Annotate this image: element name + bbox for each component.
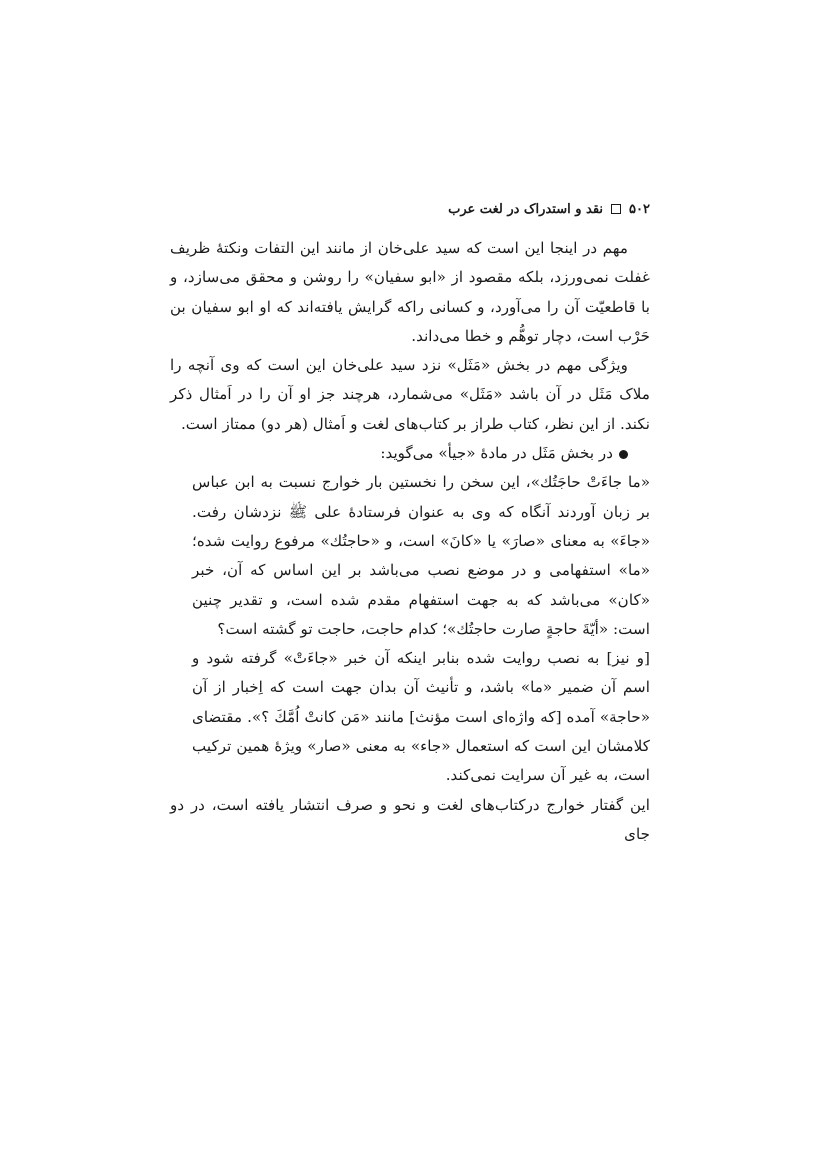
paragraph-2: ویژگی مهم در بخش «مَثَل» نزد سید علی‌خان این است که وی آنچه را ملاک مَثَل در آن باشد «مَثَل» می‌شمارد، هرچند جز او آن را در اَمثال ذکر نکند. از این نظر، کتاب طراز بر کتاب‌های لغت و اَمثال (هر دو) ممتاز است. [170, 356, 650, 433]
closing-paragraph: این گفتار خوارج درکتاب‌های لغت و نحو و صرف انتشار یافته است، در دو جای [170, 795, 650, 843]
quote-paragraph-1: «ما جاءَتْ حاجَتُك»، این سخن را نخستین بار خوارج نسبت به ابن عباس بر زبان آوردند آنگاه که وی به عنوان فرستادهٔ علی ﷺ نزدشان رفت. «جاءَ» به معنای «صارَ» یا «کانَ» است، و «حاجتُك» مرفوع روایت شده؛ «ما» استفهامی و در موضع نصب می‌باشد بر این اساس که آن، خبر «کان» می‌باشد که به جهت استفهام مقدم شده است، و تقدیر چنین است: «أیّةَ حاجةٍ صارت حاجتُك»؛ کدام حاجت، حاجت تو گشته است؟ [192, 473, 650, 638]
bullet-text: در بخش مَثَل در مادهٔ «جیأ» می‌گوید: [380, 444, 613, 463]
page-number: ۵۰۲ [629, 201, 650, 217]
running-header [170, 197, 650, 221]
paragraph-1: مهم در اینجا این است که سید علی‌خان از مانند این التفات ونکتهٔ ظریف غفلت نمی‌ورزد، بلکه مقصود از «ابو سفیان» را روشن و محقق می‌سازد، و با قاطعیّت آن را می‌آورد، و کسانی راکه گرایش یافته‌اند که او ابو سفیان بن حَرْب است، دچار توهُّم و خطا می‌داند. [170, 239, 650, 345]
square-ornament-icon [611, 204, 621, 214]
running-title: نقد و استدراک در لغت عرب [448, 201, 604, 217]
bullet-icon [619, 450, 628, 459]
bullet-item [170, 439, 650, 468]
page-body [170, 234, 650, 849]
quote-paragraph-2: [و نیز] به نصب روایت شده بنابر اینکه آن خبر «جاءَتْ» گرفته شود و اسم آن ضمیر «ما» باشد، و تأنیث آن بدان جهت است که اِخبار از آن «حاجة» آمده [که واژه‌ای است مؤنث] مانند «مَن کانتْ اُمَّكَ ؟». مقتضای کلامشان این است که استعمال «جاء» به معنی «صار» ویژهٔ همین ترکیب است، به غیر آن سرایت نمی‌کند. [192, 649, 651, 785]
